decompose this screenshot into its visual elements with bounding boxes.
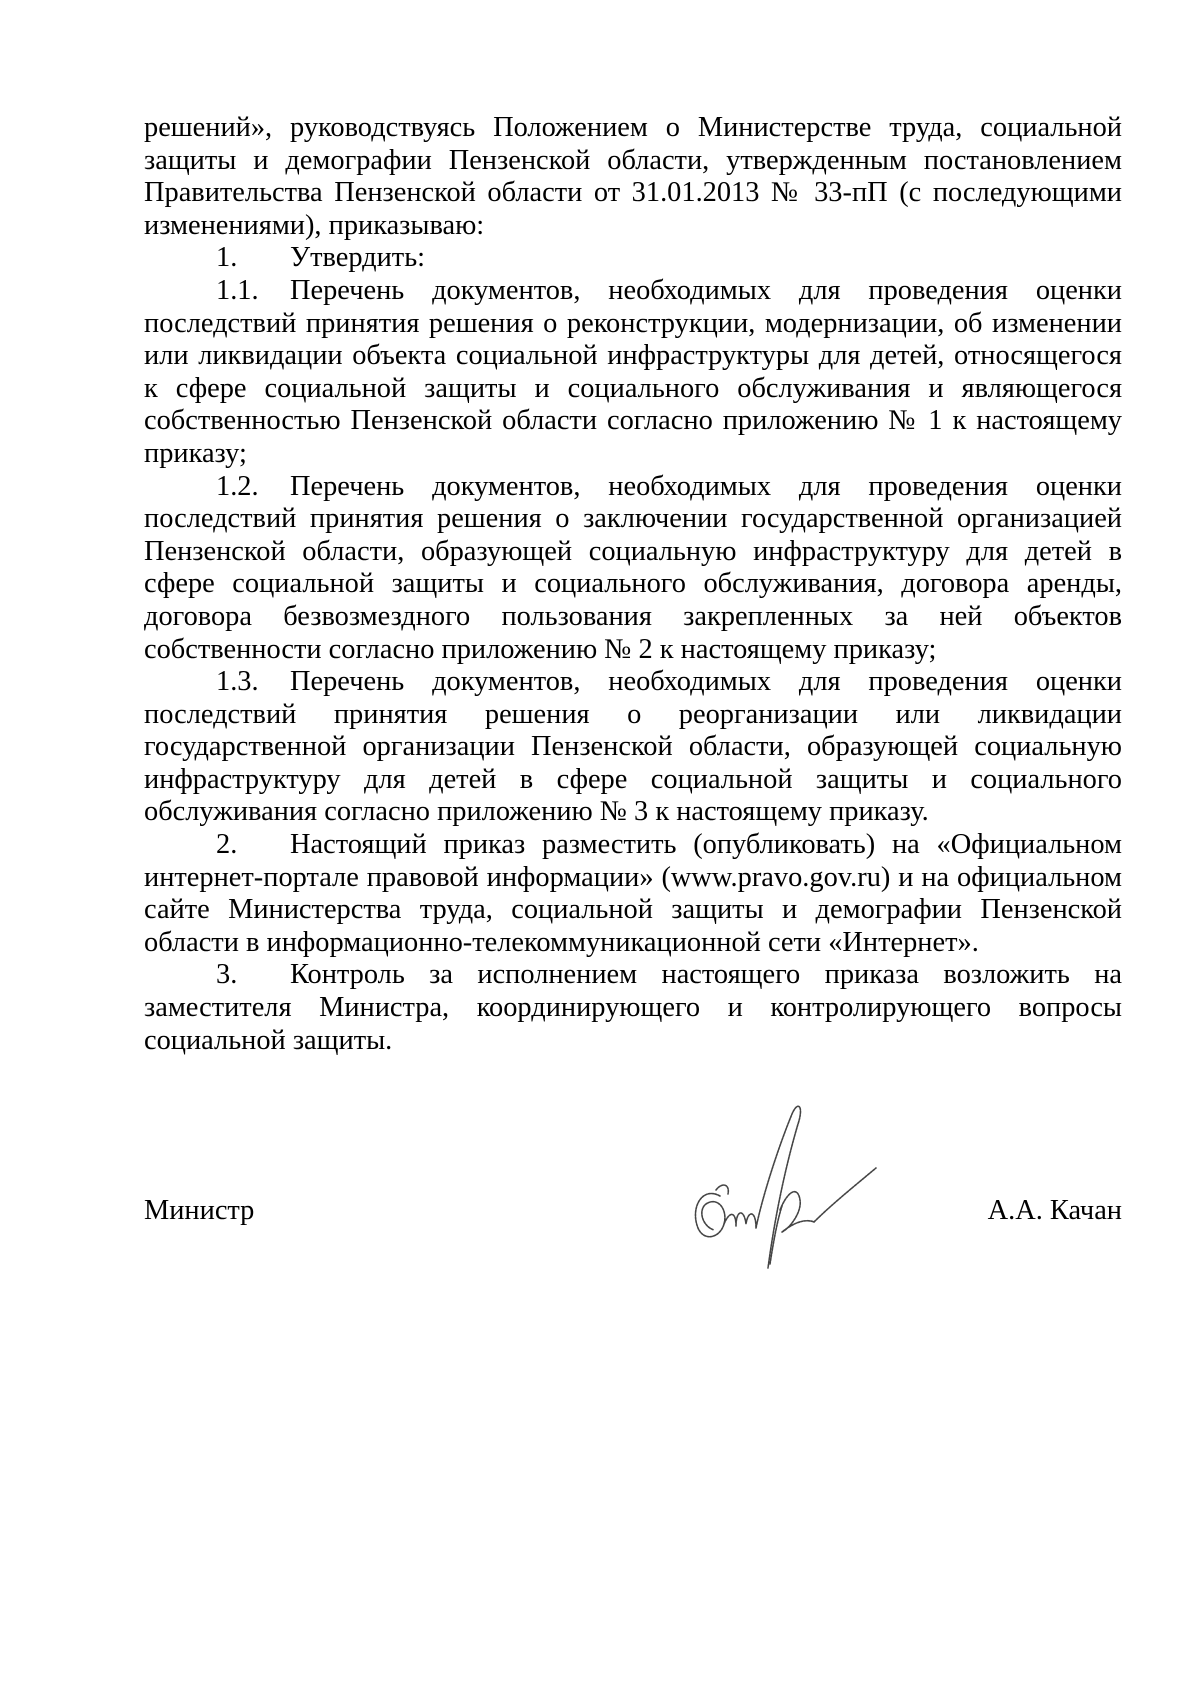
item-text: Настоящий приказ разместить (опубликовать) на «Официальном интернет-портале правовой информации» (www.pravo.gov.ru) и на официальном сайте Министерства труда, социальной защиты и демографии Пензенской области в информационно-телекоммуникационной сети «Интернет». [144,829,1122,958]
item-text: Перечень документов, необходимых для проведения оценки последствий принятия решения о реорганизации или ликвидации государственной организации Пензенской области, образующей социальную инфраструктуру для детей в сфере социальной защиты и социального обслуживания согласно приложению № 3 к настоящему приказу. [144,666,1122,828]
paragraph-item-1-3 [144,666,1122,829]
signer-position: Министр [144,1195,255,1226]
item-number: 3. [216,959,238,991]
signer-name: А.А. Качан [987,1195,1122,1226]
item-text: Перечень документов, необходимых для проведения оценки последствий принятия решения о заключении государственной организацией Пензенской области, образующей социальную инфраструктуру для детей в сфере социальной защиты и социального обслуживания, договора аренды, договора безвозмездного пользования закрепленных за ней объектов собственности согласно приложению № 2 к настоящему приказу; [144,470,1122,665]
paragraph-item-1-2 [144,471,1122,667]
paragraph-item-1 [144,242,1122,275]
item-number: 1. [216,242,238,274]
paragraph-preamble [144,112,1122,242]
document-body [144,112,1122,1057]
item-text: Контроль за исполнением настоящего приказа возложить на заместителя Министра, координирующего и контролирующего вопросы социальной защиты. [144,959,1122,1056]
item-number: 2. [216,829,238,861]
item-text: Перечень документов, необходимых для проведения оценки последствий принятия решения о реконструкции, модернизации, об изменении или ликвидации объекта социальной инфраструктуры для детей, относящегося к сфере социальной защиты и социального обслуживания и являющегося собственностью Пензенской области согласно приложению № 1 к настоящему приказу; [144,274,1122,469]
item-number: 1.3. [216,666,259,698]
item-text: Утвердить: [290,242,426,274]
signature-block [144,1195,1122,1235]
handwritten-signature [680,1078,890,1288]
item-number: 1.2. [216,470,259,502]
paragraph-item-1-1 [144,275,1122,471]
paragraph-item-3 [144,959,1122,1057]
paragraph-item-2 [144,829,1122,959]
item-number: 1.1. [216,274,259,306]
paragraph-text: решений», руководствуясь Положением о Министерстве труда, социальной защиты и демографии Пензенской области, утвержденным постановлением Правительства Пензенской области от 31.01.2013 № 33-пП (с последующими изменениями), приказываю: [144,112,1122,241]
